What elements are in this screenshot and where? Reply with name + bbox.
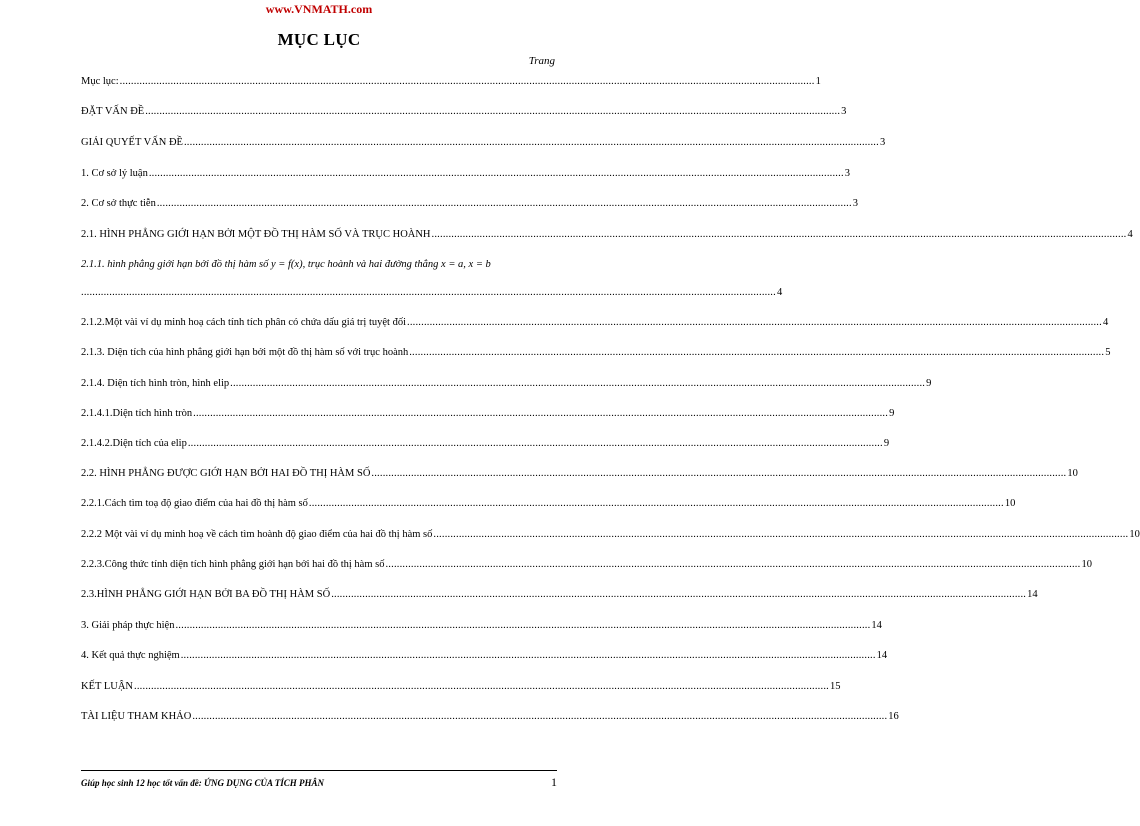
toc-entry-page: 14 bbox=[1027, 589, 1038, 600]
toc-entry-2-2[interactable] bbox=[81, 468, 1078, 482]
toc-entry-2-2-3[interactable] bbox=[81, 559, 1092, 573]
dot-leader bbox=[331, 589, 1026, 600]
toc-entry-page: 3 bbox=[852, 198, 859, 209]
dot-leader bbox=[371, 468, 1066, 479]
dot-leader bbox=[157, 198, 852, 209]
toc-entry-text: 2.2.2 Một vài ví dụ minh hoạ về cách tìm hoành độ giao điểm của hai đồ thị hàm số bbox=[81, 529, 433, 540]
dot-leader bbox=[230, 378, 925, 389]
toc-entry-muc-luc[interactable] bbox=[81, 76, 821, 90]
dot-leader bbox=[409, 347, 1104, 358]
toc-entry-2-1-4-2[interactable] bbox=[81, 438, 890, 452]
dot-leader bbox=[188, 438, 883, 449]
toc-entry-text: GIẢI QUYẾT VẤN ĐỀ bbox=[81, 137, 183, 148]
toc-entry-text: 2.1.4. Diện tích hình tròn, hình elip bbox=[81, 378, 230, 389]
toc-entry-page: 4 bbox=[776, 287, 783, 298]
page-column-label: Trang bbox=[528, 55, 555, 67]
toc-entry-text: TÀI LIỆU THAM KHẢO bbox=[81, 711, 192, 722]
dot-leader bbox=[193, 408, 888, 419]
toc-entry-co-so-ly-luan[interactable] bbox=[81, 168, 851, 182]
site-url: www.VNMATH.com bbox=[265, 2, 373, 16]
dot-leader bbox=[433, 529, 1128, 540]
toc-entry-page: 10 bbox=[1129, 529, 1140, 540]
toc-entry-page: 9 bbox=[883, 438, 890, 449]
dot-leader bbox=[149, 168, 844, 179]
toc-entry-ket-luan[interactable] bbox=[81, 681, 841, 695]
toc-entry-page: 3 bbox=[844, 168, 851, 179]
toc-entry-text: 2.1.3. Diện tích của hình phẳng giới hạn bởi một đồ thị hàm số với trục hoành bbox=[81, 347, 409, 358]
toc-entry-text: ĐẶT VẤN ĐỀ bbox=[81, 106, 145, 117]
dot-leader bbox=[145, 106, 840, 117]
footer-page-number: 1 bbox=[551, 775, 557, 789]
toc-entry-2-2-2[interactable] bbox=[81, 529, 1140, 543]
toc-entry-2-1[interactable] bbox=[81, 229, 1133, 243]
dot-leader bbox=[184, 137, 879, 148]
toc-entry-page: 10 bbox=[1004, 498, 1016, 509]
toc-entry-page: 4 bbox=[1127, 229, 1133, 240]
dot-leader bbox=[309, 498, 1004, 509]
page-footer bbox=[81, 775, 557, 790]
toc-entry-page: 15 bbox=[829, 681, 841, 692]
toc-entry-2-1-4-1[interactable] bbox=[81, 408, 895, 422]
toc-entry-page: 16 bbox=[888, 711, 899, 722]
dot-leader bbox=[181, 650, 876, 661]
toc-entry-ket-qua[interactable] bbox=[81, 650, 888, 664]
toc-entry-page: 9 bbox=[926, 378, 932, 389]
toc-entry-text: 2.1.4.1.Diện tích hình tròn bbox=[81, 408, 193, 419]
toc-entry-co-so-thuc-tien[interactable] bbox=[81, 198, 859, 212]
toc-entry-page: 10 bbox=[1081, 559, 1092, 570]
toc-entry-text: 2.1.1. hình phẳng giới hạn bởi đồ thị hàm số y = f(x), trục hoành và hai đường thẳng x = a, x = b bbox=[81, 259, 491, 270]
toc-entry-text: 1. Cơ sở lý luận bbox=[81, 168, 148, 179]
toc-entry-2-1-2[interactable] bbox=[81, 317, 1109, 331]
dot-leader bbox=[385, 559, 1080, 570]
toc-entry-page: 14 bbox=[871, 620, 882, 631]
dot-leader bbox=[120, 76, 815, 87]
dot-leader bbox=[175, 620, 870, 631]
toc-entry-text: 2.1. HÌNH PHẲNG GIỚI HẠN BỞI MỘT ĐỒ THỊ HÀM SỐ VÀ TRỤC HOÀNH bbox=[81, 229, 431, 240]
toc-entry-page: 3 bbox=[879, 137, 886, 148]
toc-entry-text: 2.2.1.Cách tìm toạ độ giao điểm của hai đồ thị hàm số bbox=[81, 498, 308, 509]
toc-entry-tai-lieu[interactable] bbox=[81, 711, 899, 725]
toc-entry-page: 1 bbox=[815, 76, 821, 87]
toc-entry-page: 4 bbox=[1102, 317, 1109, 328]
toc-entry-giai-phap[interactable] bbox=[81, 620, 882, 634]
toc-entry-text: 2.2. HÌNH PHẲNG ĐƯỢC GIỚI HẠN BỞI HAI ĐỒ THỊ HÀM SỐ bbox=[81, 468, 371, 479]
toc-entry-text: 2. Cơ sở thực tiễn bbox=[81, 198, 156, 209]
toc-entry-page: 14 bbox=[876, 650, 888, 661]
dot-leader bbox=[407, 317, 1102, 328]
toc-entry-2-1-4[interactable] bbox=[81, 378, 932, 392]
dot-leader bbox=[134, 681, 829, 692]
toc-entry-2-3[interactable] bbox=[81, 589, 1038, 603]
toc-entry-text: 2.1.4.2.Diện tích của elip bbox=[81, 438, 187, 449]
toc-entry-text: 2.1.2.Một vài ví dụ minh hoạ cách tính tích phân có chứa dấu giá trị tuyệt đối bbox=[81, 317, 406, 328]
toc-entry-2-1-1[interactable] bbox=[81, 259, 555, 273]
toc-entry-page: 5 bbox=[1105, 347, 1111, 358]
toc-entry-page: 3 bbox=[841, 106, 847, 117]
toc-entry-2-2-1[interactable] bbox=[81, 498, 1016, 512]
toc-entry-text: KẾT LUẬN bbox=[81, 681, 134, 692]
dot-leader bbox=[432, 229, 1127, 240]
toc-entry-text: 2.2.3.Công thức tính diện tích hình phẳng giới hạn bởi hai đồ thị hàm số bbox=[81, 559, 385, 570]
toc-entry-text: 4. Kết quả thực nghiệm bbox=[81, 650, 180, 661]
toc-entry-giai-quyet-van-de[interactable] bbox=[81, 137, 886, 151]
footer-text: Giúp học sinh 12 học tốt vấn đề: ỨNG DỤNG CỦA TÍCH PHÂN bbox=[81, 778, 324, 788]
toc-entry-page: 9 bbox=[889, 408, 895, 419]
toc-entry-2-1-3[interactable] bbox=[81, 347, 1111, 361]
toc-entry-text: Mục lục: bbox=[81, 76, 119, 87]
toc-entry-2-1-1-continued[interactable] bbox=[81, 287, 783, 301]
dot-leader bbox=[81, 287, 776, 298]
footer-divider bbox=[81, 770, 557, 771]
toc-entry-text: 2.3.HÌNH PHẲNG GIỚI HẠN BỞI BA ĐỒ THỊ HÀM SỐ bbox=[81, 589, 331, 600]
toc-entry-page: 10 bbox=[1067, 468, 1078, 479]
dot-leader bbox=[192, 711, 887, 722]
toc-entry-dat-van-de[interactable] bbox=[81, 106, 847, 120]
page-title: MỤC LỤC bbox=[277, 30, 361, 49]
toc-entry-text: 3. Giải pháp thực hiện bbox=[81, 620, 175, 631]
